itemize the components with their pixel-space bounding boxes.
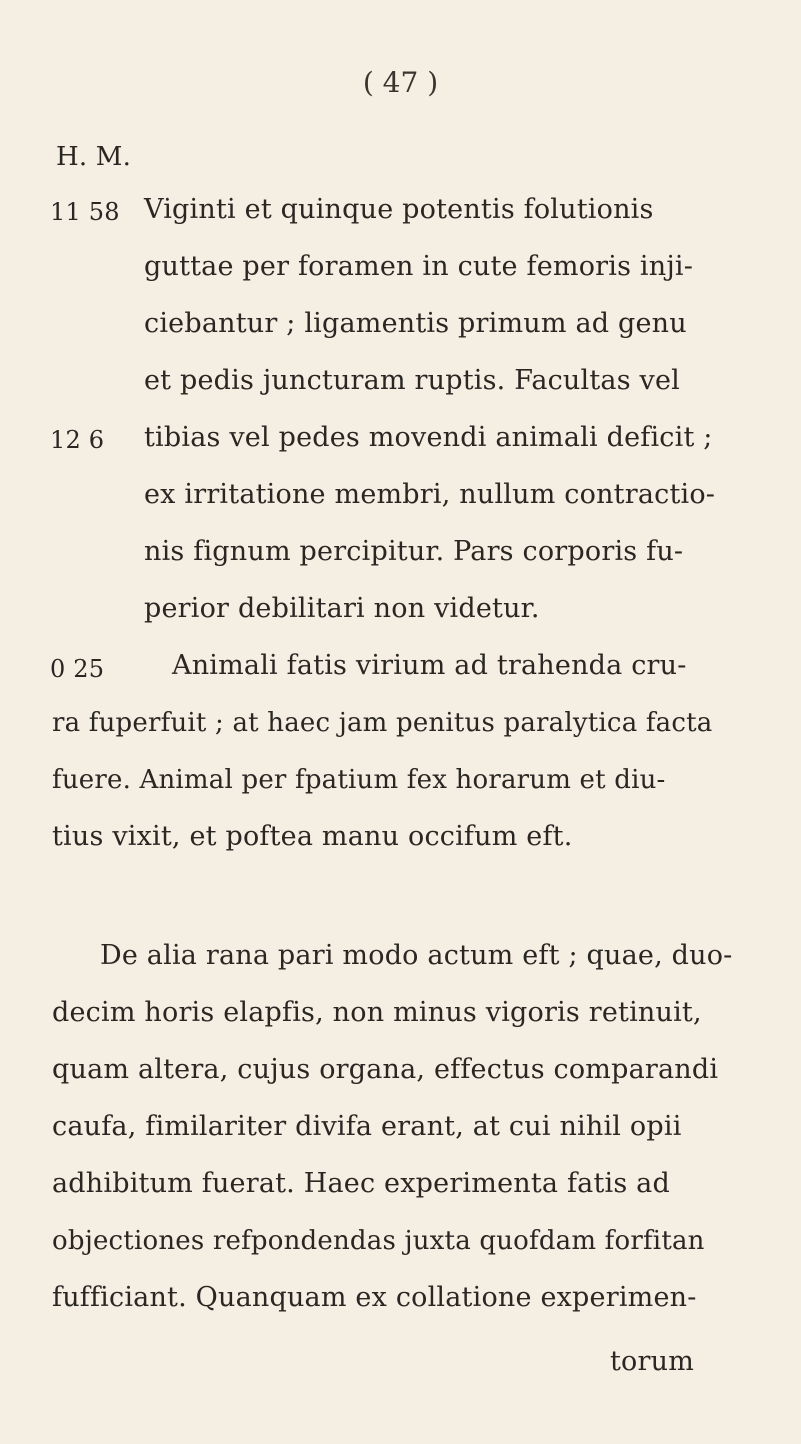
paragraph-line: quam altera, cujus organa, effectus comparandi <box>52 1054 719 1085</box>
paragraph-line: fufficiant. Quanquam ex collatione experimen- <box>52 1282 697 1313</box>
paragraph-line: De alia rana pari modo actum eft ; quae, duo- <box>100 940 733 971</box>
entry-line: Viginti et quinque potentis folutionis <box>144 194 654 225</box>
entry-line: tibias vel pedes movendi animali deficit ; <box>144 422 713 453</box>
entry-line: perior debilitari non videtur. <box>144 593 540 624</box>
paragraph-line: adhibitum fuerat. Haec experimenta fatis ad <box>52 1168 670 1199</box>
entry-line: ra fuperfuit ; at haec jam penitus paralytica facta <box>52 708 713 738</box>
entry-line: fuere. Animal per fpatium fex horarum et diu- <box>52 765 666 795</box>
paragraph-line: decim horis elapfis, non minus vigoris retinuit, <box>52 997 702 1028</box>
entry-time: 12 6 <box>50 426 105 454</box>
entry-time: 11 58 <box>50 198 120 226</box>
entry-time: 0 25 <box>50 655 105 683</box>
entry-line: ex irritatione membri, nullum contractio- <box>144 479 716 510</box>
entry-line: ciebantur ; ligamentis primum ad genu <box>144 308 687 339</box>
entry-line: tius vixit, et poftea manu occifum eft. <box>52 821 573 852</box>
entry-line: guttae per foramen in cute femoris inji- <box>144 251 694 282</box>
entry-line: et pedis juncturam ruptis. Facultas vel <box>144 365 681 396</box>
entry-line: Animali fatis virium ad trahenda cru- <box>172 650 687 681</box>
paragraph-line: caufa, fimilariter divifa erant, at cui nihil opii <box>52 1111 682 1142</box>
table-header: H. M. <box>56 142 132 172</box>
catchword: torum <box>610 1346 695 1377</box>
paragraph-line: objectiones refpondendas juxta quofdam forfitan <box>52 1226 705 1256</box>
entry-line: nis fignum percipitur. Pars corporis fu- <box>144 536 684 567</box>
page-number: ( 47 ) <box>362 66 439 99</box>
